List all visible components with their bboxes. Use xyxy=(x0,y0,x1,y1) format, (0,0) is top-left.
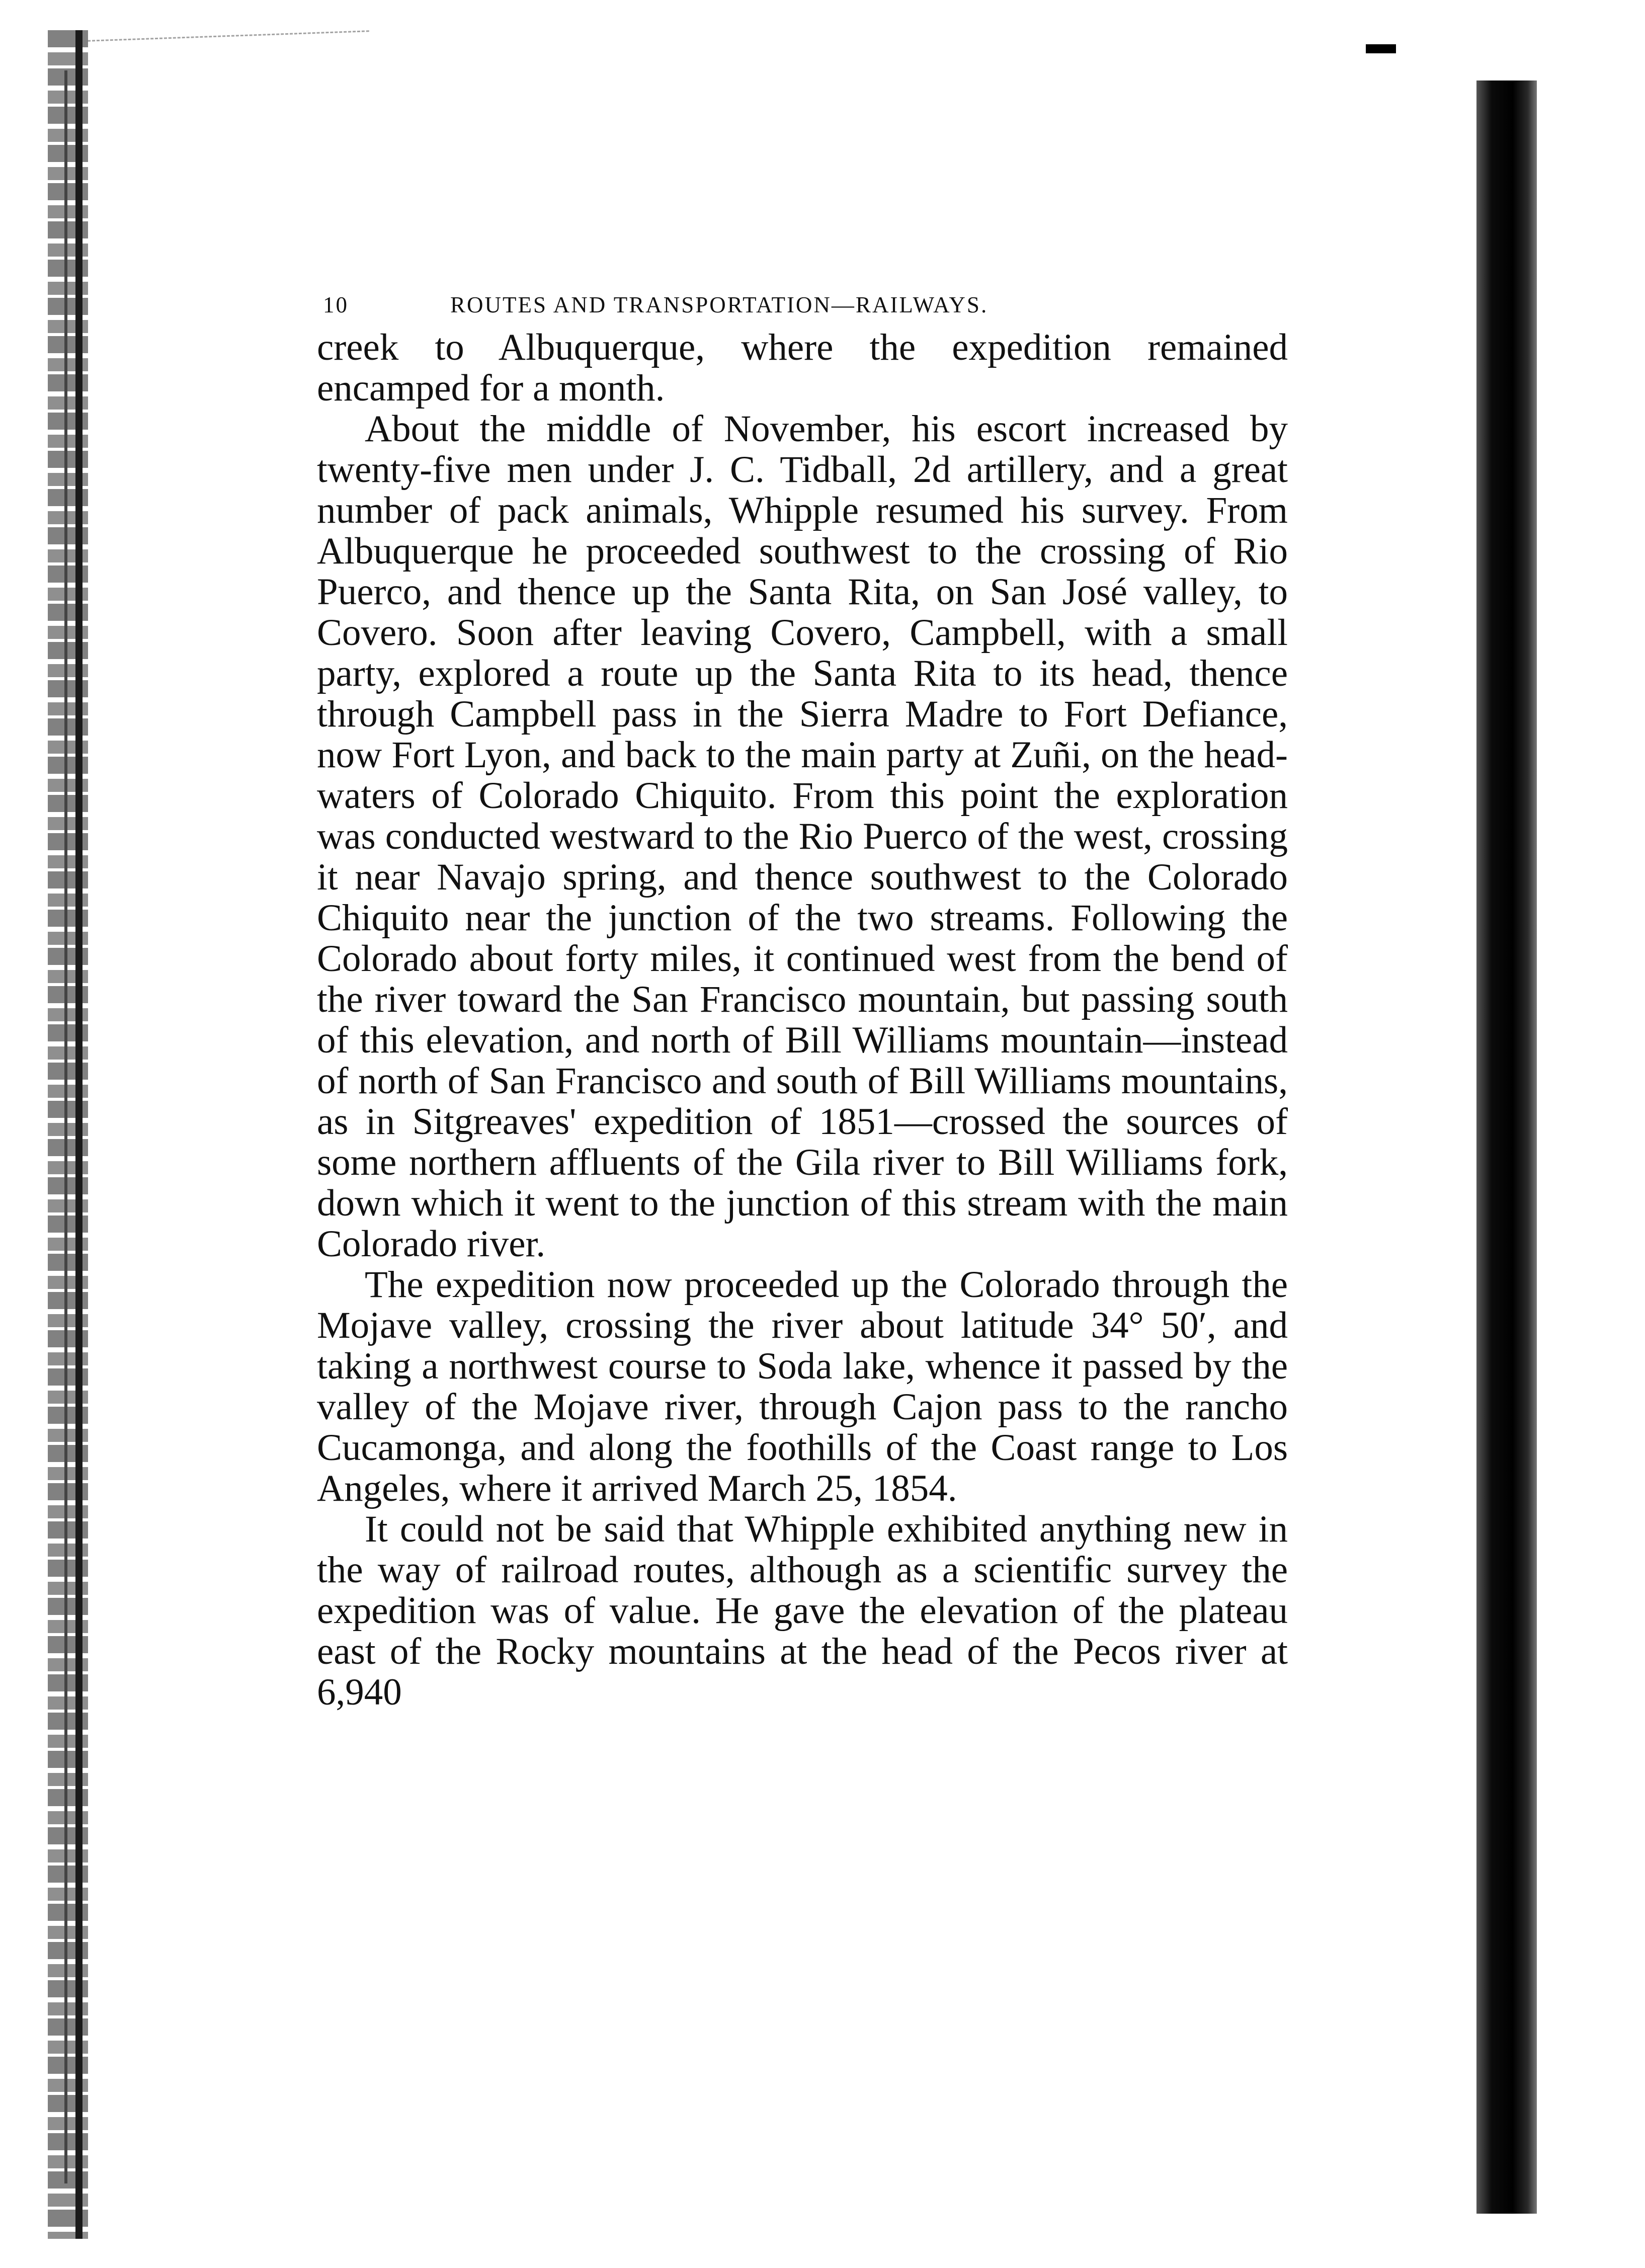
scan-right-edge xyxy=(1476,80,1537,2214)
scan-binding-line xyxy=(64,70,67,2183)
book-page xyxy=(317,287,1288,1713)
scan-top-mark xyxy=(88,30,370,72)
page-number: 10 xyxy=(323,292,349,317)
paragraph-continuation: creek to Albuquerque, where the expedition remained encamped for a month. xyxy=(317,327,1288,409)
scan-binding-rule xyxy=(75,30,83,2239)
paragraph-whipple-survey: About the middle of November, his escort increased by twenty-five men under J. C. Tidball, 2d artillery, and a great number of pack animals, Whipple resumed his survey. From Albuquerque he proceeded southwest to the crossing of Rio Puerco, and thence up the Santa Rita, on San José valley, to Covero. Soon after leaving Covero, Campbell, with a small party, explored a route up the Santa Rita to its head, thence through Campbell pass in the Sierra Madre to Fort Defiance, now Fort Lyon, and back to the main party at Zuñi, on the head-waters of Colorado Chiquito. From this point the exploration was conducted westward to the Rio Puerco of the west, crossing it near Navajo spring, and thence southwest to the Colorado Chiquito near the junction of the two streams. Following the Colorado about forty miles, it continued west from the bend of the river toward the San Francisco mountain, but passing south of this elevation, and north of Bill Williams mountain—instead of north of San Francisco and south of Bill Williams mountains, as in Sitgreaves' expedition of 1851—crossed the sources of some northern affluents of the Gila river to Bill Williams fork, down which it went to the junction of this stream with the main Colorado river. xyxy=(317,408,1288,1265)
running-head xyxy=(317,287,1288,327)
paragraph-colorado-route: The expedition now proceeded up the Colorado through the Mojave valley, crossing the river about latitude 34° 50′, and taking a northwest course to Soda lake, whence it passed by the valley of the Mojave river, through Cajon pass to the rancho Cucamonga, and along the foothills of the Coast range to Los Angeles, where it arrived March 25, 1854. xyxy=(317,1264,1288,1509)
paragraph-evaluation: It could not be said that Whipple exhibited anything new in the way of railroad routes, although as a scientific survey the expedition was of value. He gave the elevation of the plateau east of the Rocky mountains at the head of the Pecos river at 6,940 xyxy=(317,1508,1288,1713)
scan-corner-mark xyxy=(1366,44,1396,53)
running-title: ROUTES AND TRANSPORTATION—RAILWAYS. xyxy=(450,292,989,317)
body-text xyxy=(317,327,1288,1713)
